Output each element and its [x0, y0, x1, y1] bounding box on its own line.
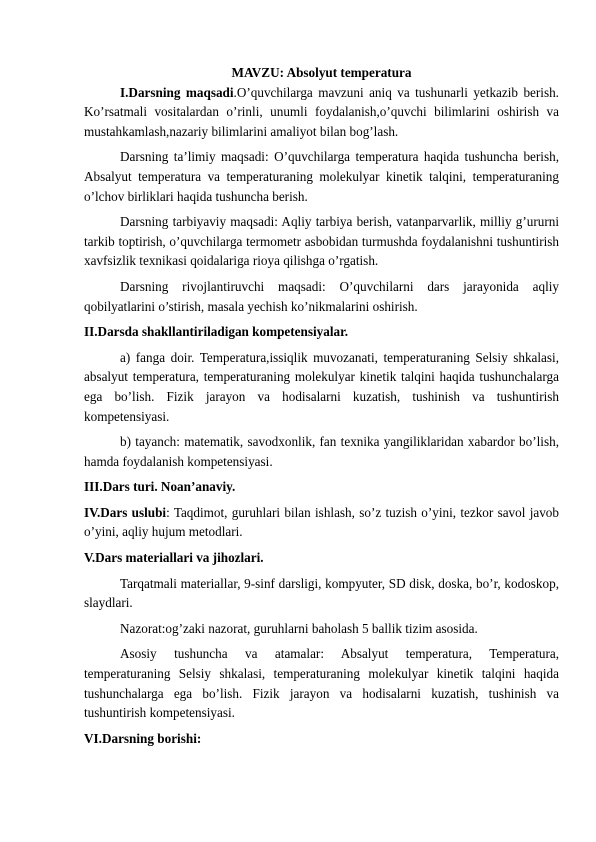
- upbringing-goal-paragraph: Darsning tarbiyaviy maqsadi: Aqliy tarbiya berish, vatanparvarlik, milliy g’ururni tarkib toptirish, o’quvchilarga termometr asbobidan turmushda foydalanishni tushuntirish xavfsizlik texnikasi qoidalariga rioya qilishga o’rgatish.: [84, 214, 559, 269]
- lesson-procedure-heading: VI.Darsning borishi:: [84, 730, 202, 746]
- key-terms-paragraph: Asosiy tushuncha va atamalar: Absalyut temperatura, Temperatura, temperaturaning Selsiy shkalasi, temperaturaning molekulyar kinetik talqini haqida tushunchalarga ega bo’lish. Fizik jarayon va hodisalarni kuzatish, tushinish va tushuntirish kompetensiyasi.: [84, 646, 559, 721]
- developmental-goal-paragraph: Darsning rivojlantiruvchi maqsadi: O’quvchilarni dars jarayonida aqliy qobilyatlarini o’stirish, masala yechish ko’nikmalarini oshirish.: [84, 278, 559, 314]
- assessment-paragraph: Nazorat:og’zaki nazorat, guruhlarni baholash 5 ballik tizim asosida.: [120, 620, 478, 636]
- lesson-method-text: : Taqdimot, guruhlari bilan ishlash, so’z tuzish o’yini, tezkor savol javob o’yini, aqliy hujum metodlari.: [84, 504, 559, 540]
- page-title: MAVZU: Absolyut temperatura: [231, 65, 412, 80]
- competencies-heading: II.Darsda shakllantiriladigan kompetensiyalar.: [84, 324, 349, 340]
- materials-paragraph: Tarqatmali materiallar, 9-sinf darsligi, kompyuter, SD disk, doska, bo’r, kodoskop, slaydlari.: [84, 575, 559, 611]
- materials-heading: V.Dars materiallari va jihozlari.: [84, 550, 264, 566]
- lesson-method-label: IV.Dars uslubi: [84, 504, 167, 520]
- objective-label: I.Darsning maqsadi: [120, 84, 234, 100]
- document-page: [84, 63, 559, 748]
- lesson-type-heading: III.Dars turi. Noan’anaviy.: [84, 479, 236, 495]
- educational-goal-paragraph: Darsning ta’limiy maqsadi: O’quvchilarga temperatura haqida tushuncha berish, Absalyut temperatura va temperaturaning molekulyar kinetik talqini, temperaturaning o’lchov birliklari haqida tushuncha berish.: [84, 149, 559, 204]
- subject-competency-paragraph: a) fanga doir. Temperatura,issiqlik muvozanati, temperaturaning Selsiy shkalasi, absalyut temperatura, temperaturaning molekulyar kinetik talqini haqida tushunchalarga ega bo’lish. Fizik jarayon va hodisalarni kuzatish, tushinish va tushuntirish kompetensiyasi.: [84, 349, 559, 424]
- objective-paragraph: [84, 83, 559, 142]
- lesson-method-paragraph: [84, 503, 559, 542]
- core-competency-paragraph: b) tayanch: matematik, savodxonlik, fan texnika yangiliklaridan xabardor bo’lish, hamda foydalanish kompetensiyasi.: [84, 434, 559, 469]
- objective-text: .O’quvchilarga mavzuni aniq va tushunarli yetkazib berish. Ko’rsatmali vositalardan o’rinli, unumli foydalanish,o’quvchi bilimlarini oshirish va mustahkamlash,nazariy bilimlarini amaliyot bilan bog’lash.: [84, 84, 559, 139]
